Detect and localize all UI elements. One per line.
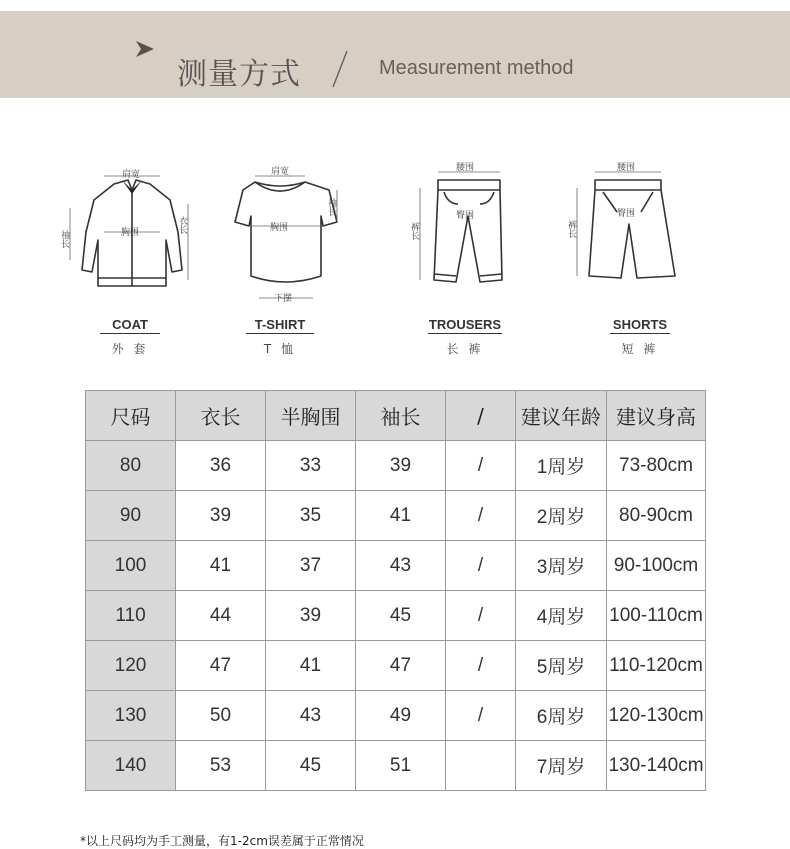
coat-shoulder-label: 肩宽 [122, 170, 141, 180]
tshirt-chest-label: 胸围 [270, 223, 289, 233]
table-cell: 5周岁 [516, 641, 607, 691]
table-cell: 45 [356, 591, 446, 641]
table-cell: 45 [266, 741, 356, 791]
tshirt-sleeve-label: 袖长 [326, 198, 336, 216]
table-cell: 2周岁 [516, 491, 607, 541]
table-cell: 36 [176, 441, 266, 491]
coat-label-cn: 外 套 [111, 342, 149, 356]
shorts-waist-label: 腰围 [617, 163, 636, 173]
table-cell: 100-110cm [607, 591, 706, 641]
table-cell: 120-130cm [607, 691, 706, 741]
table-cell: 1周岁 [516, 441, 607, 491]
coat-chest-label: 胸围 [121, 228, 140, 238]
shorts-label-en: SHORTS [612, 317, 668, 332]
table-cell: 110 [86, 591, 176, 641]
table-cell: 51 [356, 741, 446, 791]
table-row [86, 691, 706, 741]
shorts-underline [610, 333, 670, 334]
table-cell: 90-100cm [607, 541, 706, 591]
footnote: *以上尺码均为手工测量，有1-2cm误差属于正常情况 [80, 834, 364, 848]
table-cell: 4周岁 [516, 591, 607, 641]
table-row [86, 541, 706, 591]
coat-sleeve-label: 袖长 [59, 230, 69, 248]
table-cell: 39 [176, 491, 266, 541]
table-cell: 37 [266, 541, 356, 591]
header-sleeve: 袖长 [356, 391, 446, 441]
table-cell: 3周岁 [516, 541, 607, 591]
header-blank: / [446, 391, 516, 441]
table-row [86, 441, 706, 491]
table-cell: 35 [266, 491, 356, 541]
arrow-right-icon [133, 37, 157, 61]
table-cell: 44 [176, 591, 266, 641]
trousers-waist-label: 腰围 [456, 163, 475, 173]
header-divider [329, 47, 351, 91]
table-cell: / [446, 691, 516, 741]
table-cell: 47 [356, 641, 446, 691]
table-cell: 43 [356, 541, 446, 591]
size-table [85, 390, 706, 791]
trousers-hip-label: 臀围 [456, 211, 475, 221]
table-row [86, 491, 706, 541]
table-cell: 39 [266, 591, 356, 641]
trousers-icon [410, 160, 520, 295]
table-row [86, 741, 706, 791]
header-half-chest: 半胸围 [266, 391, 356, 441]
trousers-diagram [410, 160, 520, 295]
table-cell: 41 [266, 641, 356, 691]
coat-icon [60, 160, 200, 300]
header-size: 尺码 [86, 391, 176, 441]
header-height: 建议身高 [607, 391, 706, 441]
table-cell: 80-90cm [607, 491, 706, 541]
coat-length-label: 衣长 [177, 216, 187, 234]
trousers-underline [428, 333, 502, 334]
table-body [86, 441, 706, 791]
table-cell: 130-140cm [607, 741, 706, 791]
table-cell: 39 [356, 441, 446, 491]
table-row [86, 591, 706, 641]
table-cell: 43 [266, 691, 356, 741]
shorts-label-cn: 短 裤 [621, 342, 659, 356]
table-cell: 130 [86, 691, 176, 741]
trousers-length-label: 裤长 [409, 222, 419, 240]
header-title-cn: 测量方式 [177, 57, 301, 92]
coat-underline [100, 333, 160, 334]
tshirt-diagram [225, 160, 355, 305]
table-cell: 90 [86, 491, 176, 541]
table-cell: 110-120cm [607, 641, 706, 691]
table-cell: 49 [356, 691, 446, 741]
trousers-label-cn: 长 裤 [446, 342, 484, 356]
table-cell: 140 [86, 741, 176, 791]
table-cell [446, 741, 516, 791]
coat-label-en: COAT [112, 317, 148, 332]
table-cell: / [446, 491, 516, 541]
table-cell: 33 [266, 441, 356, 491]
table-cell: / [446, 541, 516, 591]
tshirt-icon [225, 160, 355, 305]
table-cell: 47 [176, 641, 266, 691]
tshirt-shoulder-label: 肩宽 [271, 167, 290, 177]
header-title-en: Measurement method [379, 57, 574, 79]
header-banner [0, 11, 790, 98]
table-cell: / [446, 591, 516, 641]
header-age: 建议年龄 [516, 391, 607, 441]
shorts-icon [565, 160, 685, 285]
table-header-row [86, 391, 706, 441]
table-row [86, 641, 706, 691]
table-cell: 80 [86, 441, 176, 491]
tshirt-hem-label: 下摆 [274, 294, 293, 304]
table-cell: 6周岁 [516, 691, 607, 741]
table-cell: 100 [86, 541, 176, 591]
shorts-diagram [565, 160, 685, 285]
table-cell: / [446, 641, 516, 691]
table-cell: 53 [176, 741, 266, 791]
table-cell: 41 [356, 491, 446, 541]
table-cell: 50 [176, 691, 266, 741]
tshirt-underline [246, 333, 314, 334]
table-cell: 120 [86, 641, 176, 691]
header-length: 衣长 [176, 391, 266, 441]
tshirt-label-en: T-SHIRT [254, 317, 306, 332]
table-cell: / [446, 441, 516, 491]
tshirt-label-cn: T 恤 [263, 342, 297, 356]
coat-diagram [60, 160, 200, 300]
table-cell: 73-80cm [607, 441, 706, 491]
trousers-label-en: TROUSERS [428, 317, 502, 332]
shorts-length-label: 裤长 [566, 220, 576, 238]
table-cell: 41 [176, 541, 266, 591]
table-cell: 7周岁 [516, 741, 607, 791]
shorts-hip-label: 臀围 [617, 209, 636, 219]
